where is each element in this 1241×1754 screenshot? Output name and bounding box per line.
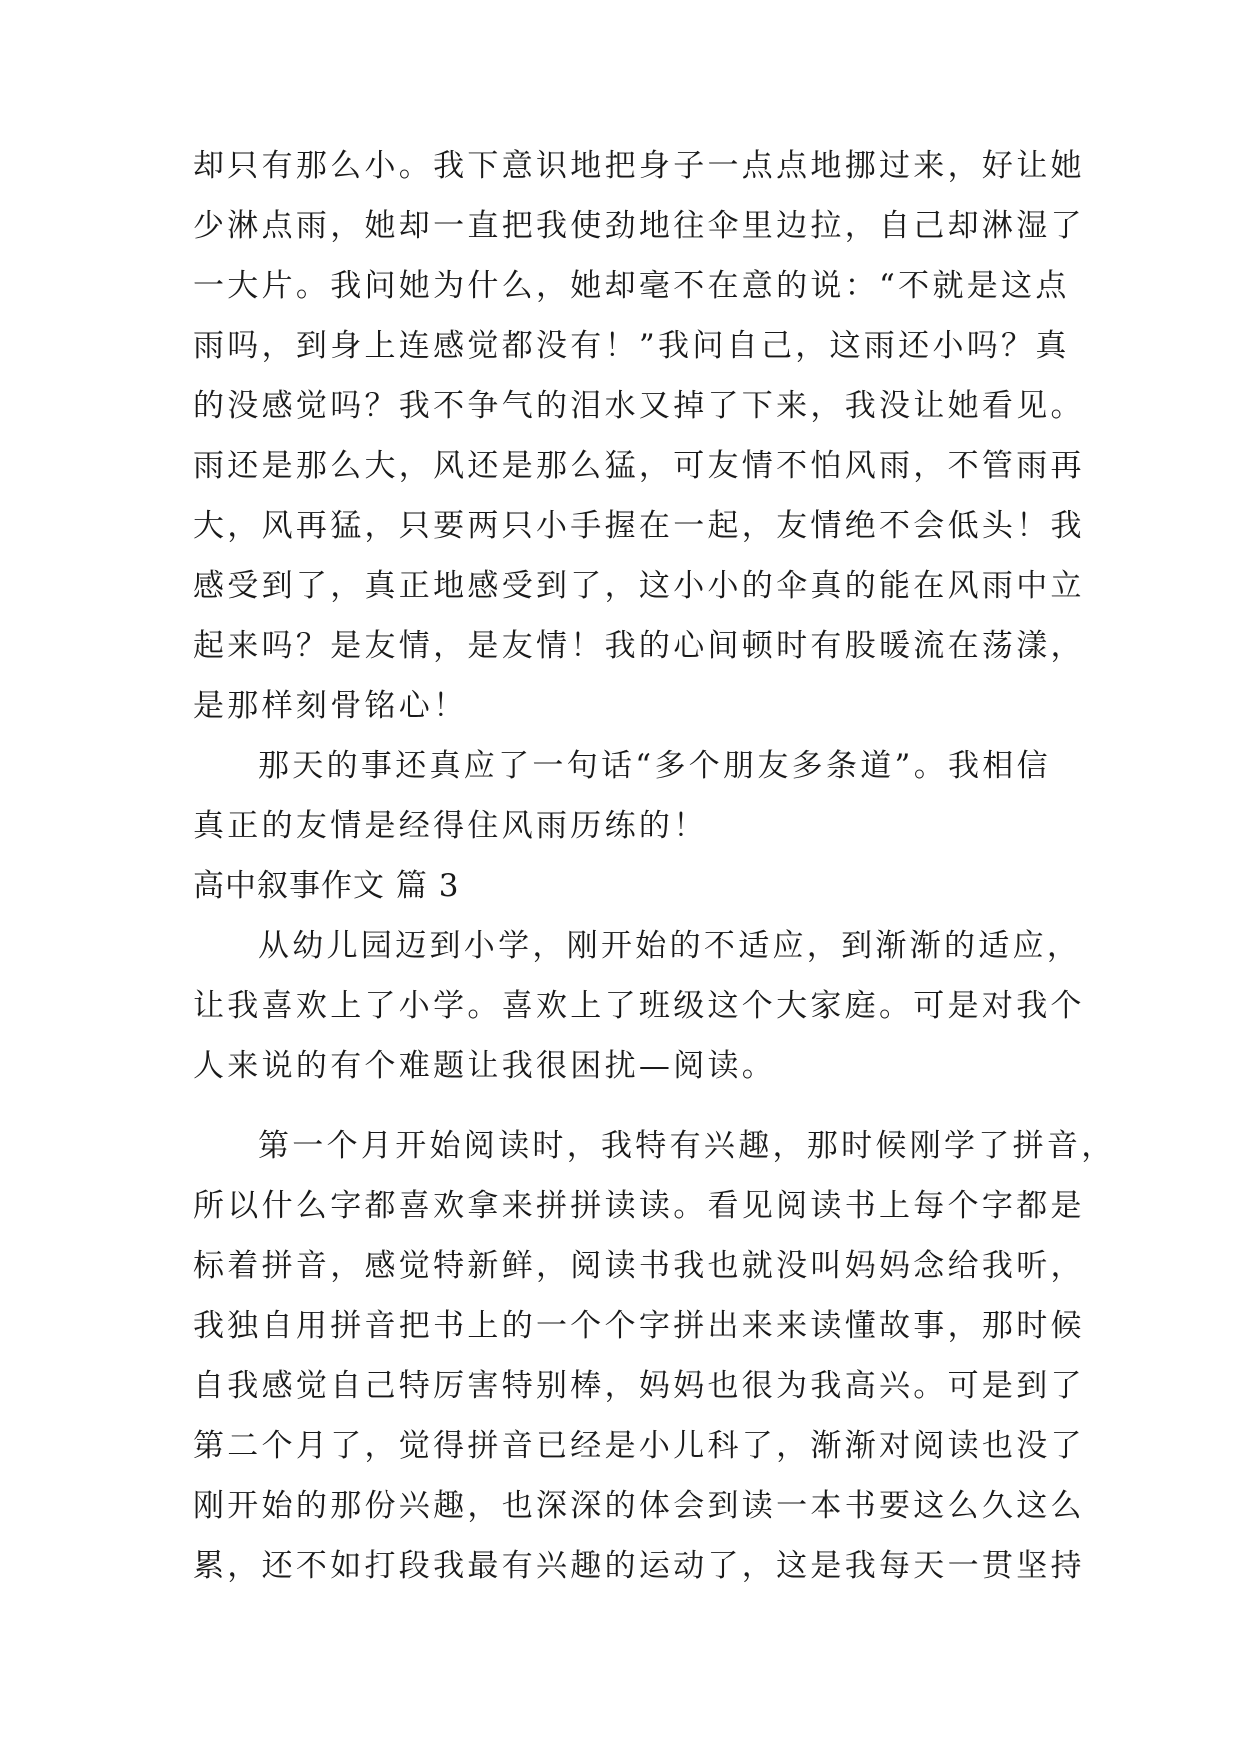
- text-line: 雨还是那么大，风还是那么猛，可友情不怕风雨，不管雨再: [193, 448, 1085, 484]
- text-line: 的没感觉吗？我不争气的泪水又掉了下来，我没让她看见。: [193, 388, 1085, 424]
- text-line: 大，风再猛，只要两只小手握在一起，友情绝不会低头！我: [193, 508, 1085, 544]
- text-line: 起来吗？是友情，是友情！我的心间顿时有股暖流在荡漾，: [193, 628, 1085, 664]
- text-line: 感受到了，真正地感受到了，这小小的伞真的能在风雨中立: [193, 568, 1085, 604]
- text-line: 真正的友情是经得住风雨历练的！: [193, 808, 708, 844]
- text-line: 一大片。我问她为什么，她却毫不在意的说：“不就是这点: [193, 268, 1070, 304]
- text-line: 所以什么字都喜欢拿来拼拼读读。看见阅读书上每个字都是: [193, 1188, 1085, 1224]
- section-heading: 高中叙事作文 篇 3: [193, 868, 460, 904]
- text-line: 刚开始的那份兴趣，也深深的体会到读一本书要这么久这么: [193, 1488, 1085, 1524]
- text-line: 标着拼音，感觉特新鲜，阅读书我也就没叫妈妈念给我听，: [193, 1248, 1085, 1284]
- text-line: 雨吗，到身上连感觉都没有！”我问自己，这雨还小吗？真: [193, 328, 1070, 364]
- text-line: 却只有那么小。我下意识地把身子一点点地挪过来，好让她: [193, 148, 1085, 184]
- paragraph-start-line: 从幼儿园迈到小学，刚开始的不适应，到渐渐的适应，: [258, 928, 1082, 964]
- paragraph-start-line: 那天的事还真应了一句话“多个朋友多条道”。我相信: [258, 748, 1051, 784]
- paragraph-start-line: 第一个月开始阅读时，我特有兴趣，那时候刚学了拼音，: [258, 1128, 1116, 1164]
- text-line: 少淋点雨，她却一直把我使劲地往伞里边拉，自己却淋湿了: [193, 208, 1085, 244]
- text-line: 第二个月了，觉得拼音已经是小儿科了，渐渐对阅读也没了: [193, 1428, 1085, 1464]
- text-line: 我独自用拼音把书上的一个个字拼出来来读懂故事，那时候: [193, 1308, 1085, 1344]
- text-line: 人来说的有个难题让我很困扰—阅读。: [193, 1048, 777, 1084]
- text-line: 让我喜欢上了小学。喜欢上了班级这个大家庭。可是对我个: [193, 988, 1085, 1024]
- text-line: 自我感觉自己特厉害特别棒，妈妈也很为我高兴。可是到了: [193, 1368, 1085, 1404]
- text-line: 累，还不如打段我最有兴趣的运动了，这是我每天一贯坚持: [193, 1548, 1085, 1584]
- text-line: 是那样刻骨铭心！: [193, 688, 468, 724]
